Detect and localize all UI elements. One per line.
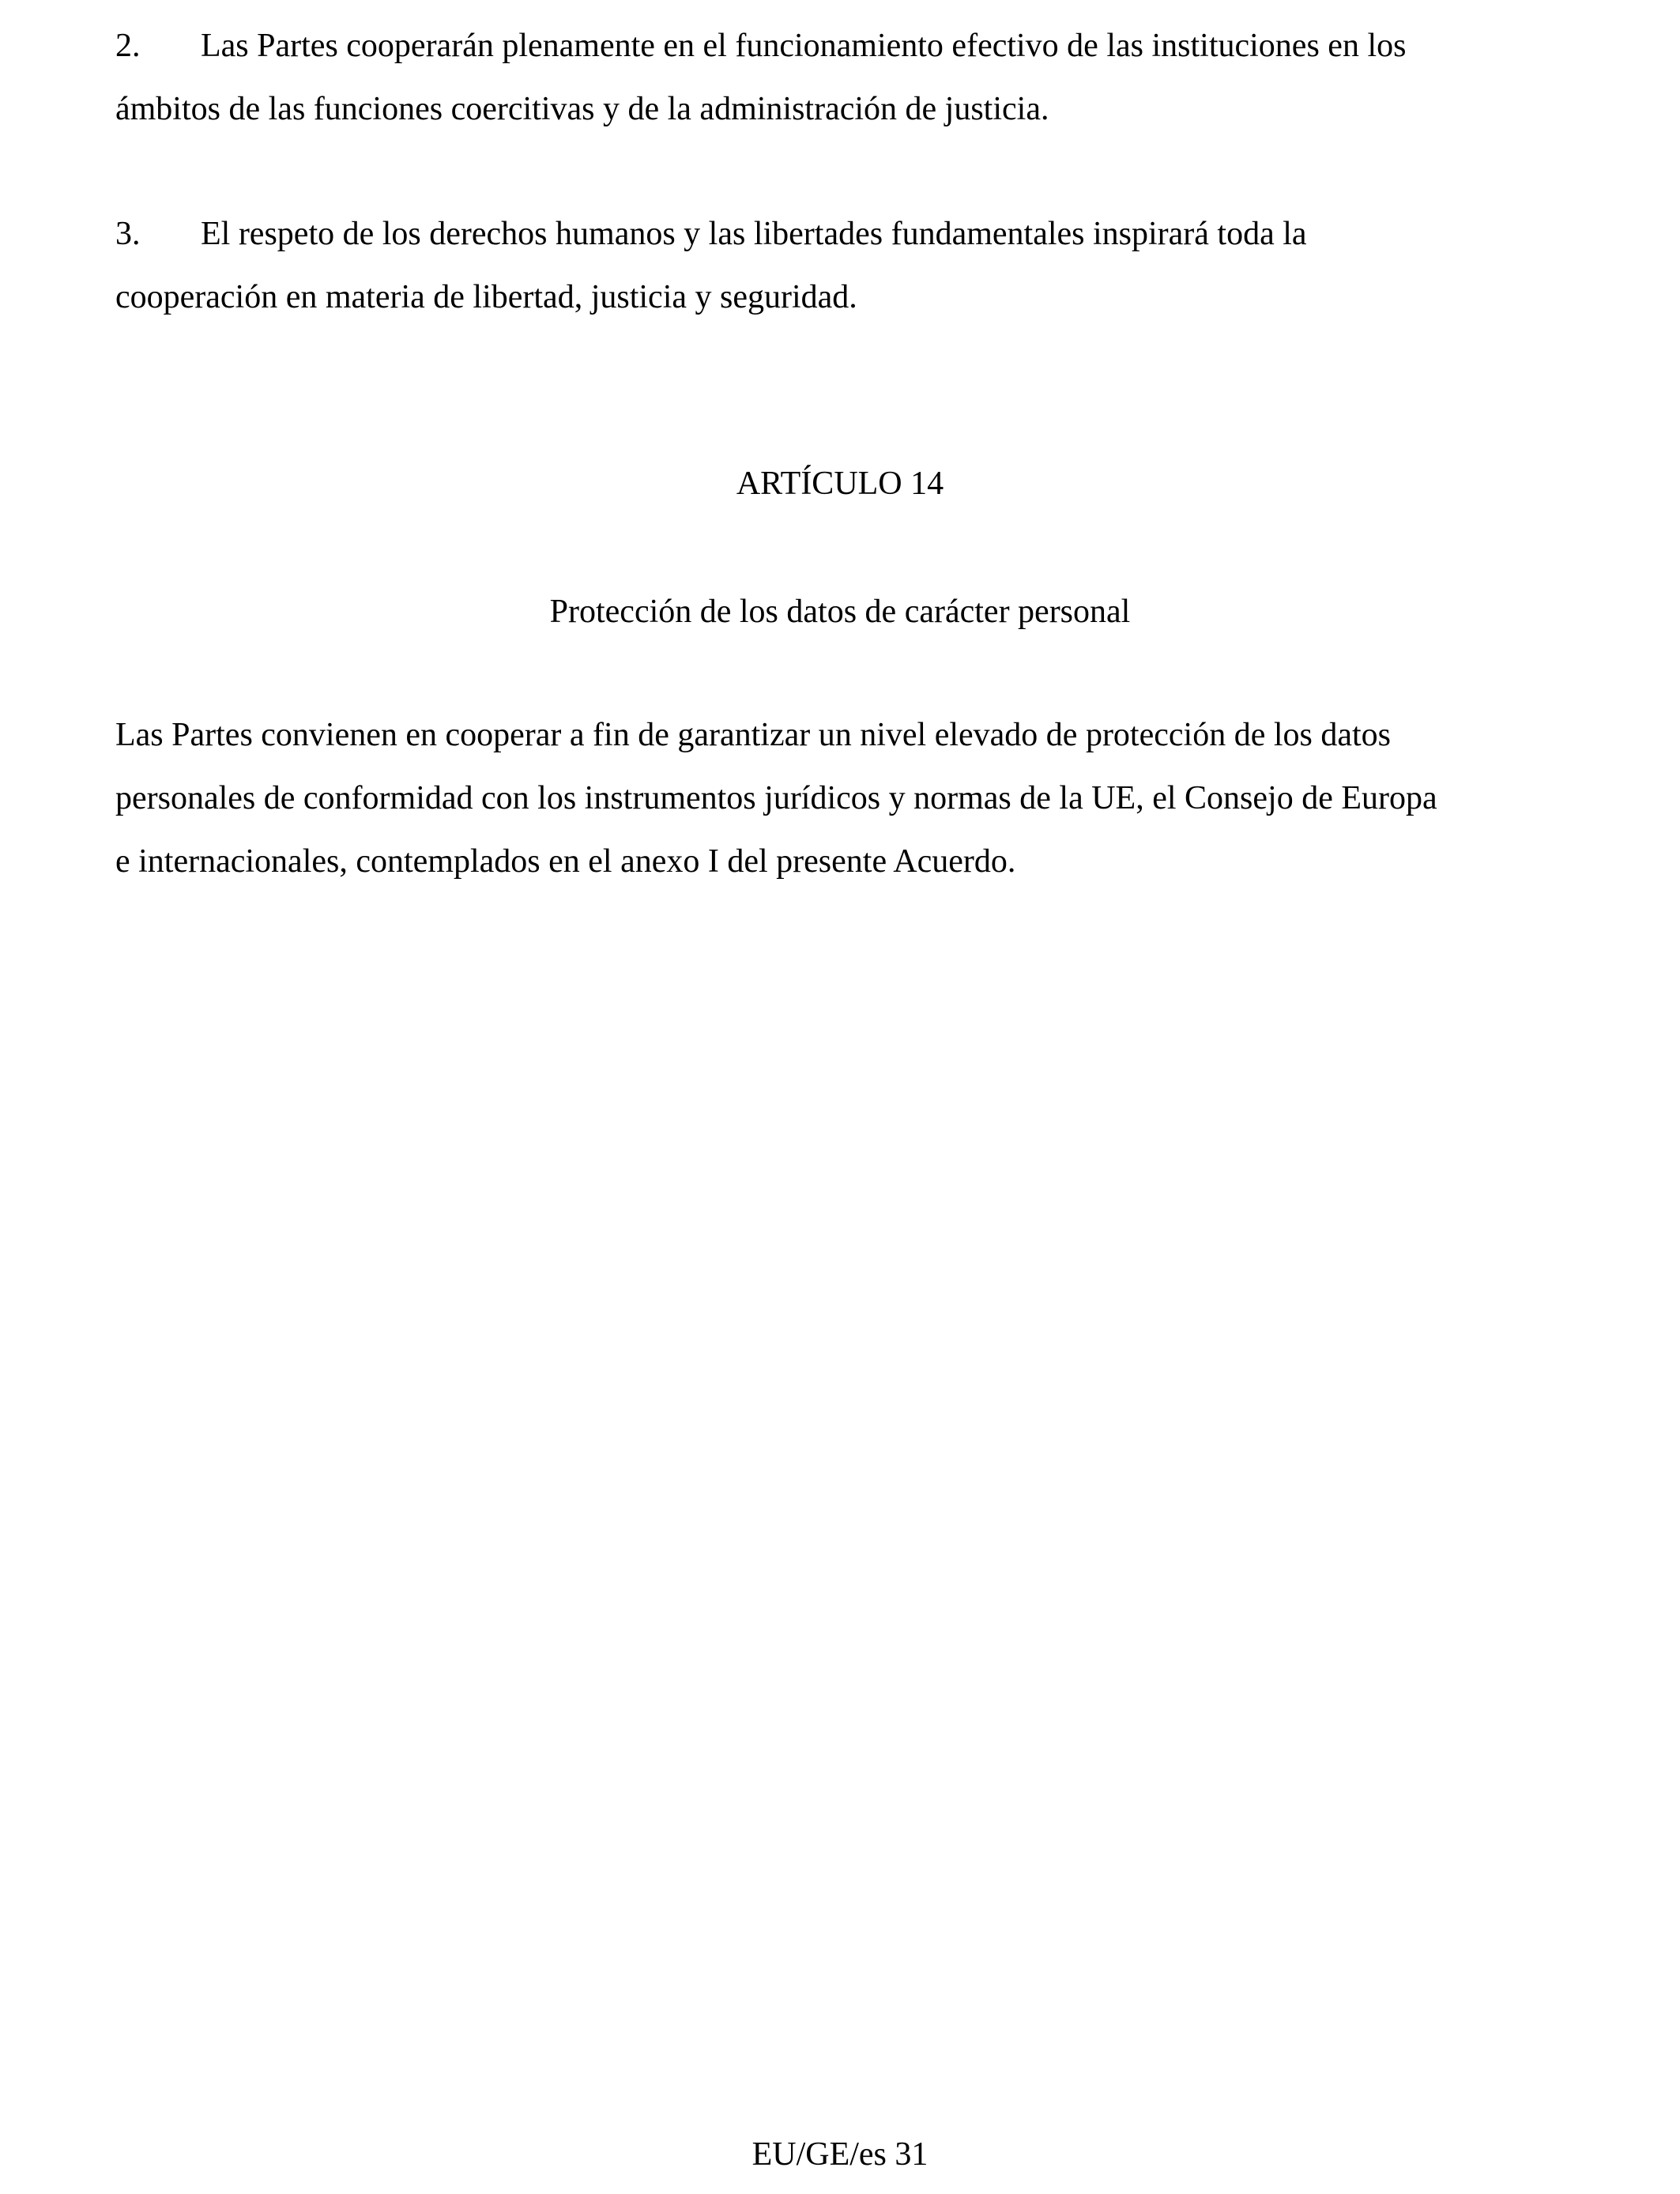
article-body-line-1: Las Partes convienen en cooperar a fin de garantizar un nivel elevado de protección de los datos: [115, 717, 1392, 753]
paragraph-3-text-1: El respeto de los derechos humanos y las libertades fundamentales inspirará toda la: [201, 216, 1307, 252]
article-subtitle: Protección de los datos de carácter personal: [549, 594, 1131, 630]
paragraph-2-number: 2.: [115, 28, 141, 64]
paragraph-2-text-1: Las Partes cooperarán plenamente en el funcionamiento efectivo de las instituciones en los: [201, 28, 1407, 64]
paragraph-3-line-1: [115, 202, 1569, 266]
article-body-line-3: e internacionales, contemplados en el anexo I del presente Acuerdo.: [115, 843, 1016, 880]
article-body: [115, 703, 1569, 893]
paragraph-3-number: 3.: [115, 216, 141, 252]
article-title: ARTÍCULO 14: [736, 466, 944, 502]
paragraph-2-line-1: [115, 14, 1569, 77]
paragraph-2-text-2: ámbitos de las funciones coercitivas y de la administración de justicia.: [115, 91, 1049, 127]
paragraph-2: [115, 14, 1569, 141]
article-body-line-2: personales de conformidad con los instrumentos jurídicos y normas de la UE, el Consejo de Europa: [115, 780, 1437, 816]
paragraph-3-text-2: cooperación en materia de libertad, justicia y seguridad.: [115, 279, 857, 315]
paragraph-3: [115, 202, 1569, 329]
page-footer: EU/GE/es 31: [751, 2136, 929, 2173]
